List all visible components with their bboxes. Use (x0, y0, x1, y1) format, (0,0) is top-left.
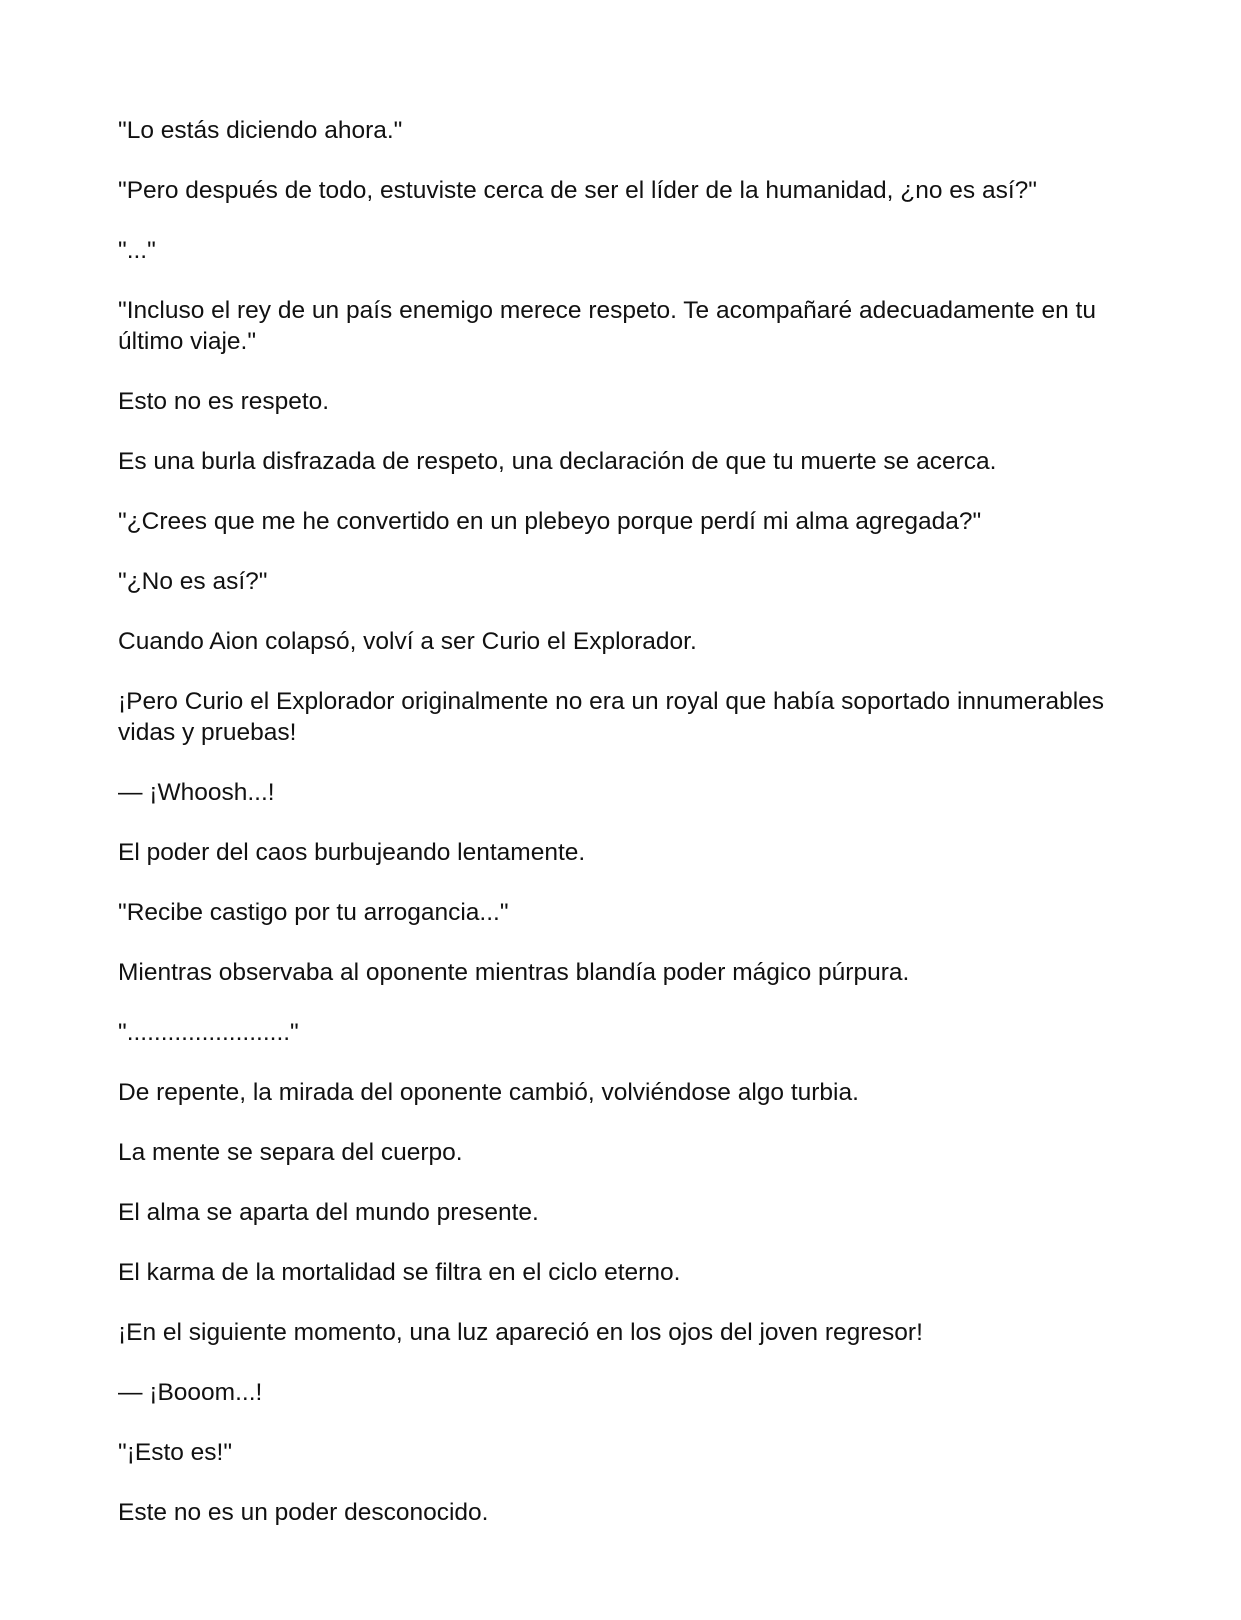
paragraph: ¡Pero Curio el Explorador originalmente no era un royal que había soportado innumerables vidas y pruebas! (118, 688, 1105, 746)
paragraph: "........................" (118, 1019, 299, 1046)
paragraph: "Incluso el rey de un país enemigo merece respeto. Te acompañaré adecuadamente en tu último viaje." (118, 297, 1096, 355)
paragraph: Mientras observaba al oponente mientras blandía poder mágico púrpura. (118, 959, 910, 986)
paragraph: "Pero después de todo, estuviste cerca de ser el líder de la humanidad, ¿no es así?" (118, 177, 1037, 204)
paragraph: El alma se aparta del mundo presente. (118, 1199, 539, 1226)
paragraph: "Recibe castigo por tu arrogancia..." (118, 899, 509, 926)
paragraph: "¡Esto es!" (118, 1439, 233, 1466)
document-body (118, 115, 1108, 1557)
paragraph: Cuando Aion colapsó, volví a ser Curio el Explorador. (118, 628, 697, 655)
paragraph: ¡En el siguiente momento, una luz apareció en los ojos del joven regresor! (118, 1319, 923, 1346)
paragraph: De repente, la mirada del oponente cambió, volviéndose algo turbia. (118, 1079, 859, 1106)
paragraph: El poder del caos burbujeando lentamente. (118, 839, 586, 866)
paragraph: "¿Crees que me he convertido en un plebeyo porque perdí mi alma agregada?" (118, 508, 982, 535)
paragraph: — ¡Booom...! (118, 1379, 263, 1406)
paragraph: Este no es un poder desconocido. (118, 1499, 489, 1526)
paragraph: — ¡Whoosh...! (118, 779, 275, 806)
paragraph: "Lo estás diciendo ahora." (118, 117, 403, 144)
paragraph: Esto no es respeto. (118, 388, 330, 415)
paragraph: "¿No es así?" (118, 568, 268, 595)
paragraph: La mente se separa del cuerpo. (118, 1139, 463, 1166)
paragraph: "..." (118, 237, 156, 264)
paragraph: El karma de la mortalidad se filtra en el ciclo eterno. (118, 1259, 681, 1286)
paragraph: Es una burla disfrazada de respeto, una declaración de que tu muerte se acerca. (118, 448, 997, 475)
